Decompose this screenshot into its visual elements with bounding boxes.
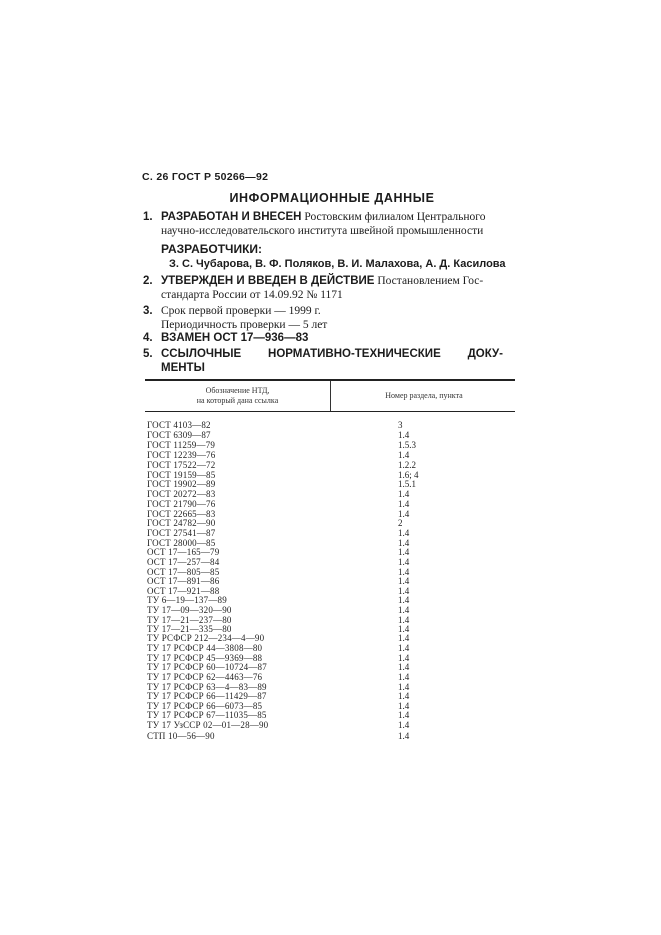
table-cell-section: 1.4 — [398, 538, 410, 548]
table-cell-section: 1.4 — [398, 682, 410, 692]
table-cell-section: 1.4 — [398, 557, 410, 567]
item-line-2: стандарта России от 14.09.92 № 1171 — [161, 289, 343, 301]
table-cell-section: 1.4 — [398, 528, 410, 538]
developers-list: З. С. Чубарова, В. Ф. Поляков, В. И. Малахова, А. Д. Касилова — [169, 258, 506, 270]
table-cell-designation: ГОСТ 19159—85 — [147, 470, 216, 480]
table-header-col2: Номер раздела, пункта — [385, 391, 463, 400]
table-cell-section: 1.4 — [398, 450, 410, 460]
table-header-col1 — [150, 386, 325, 406]
table-cell-section: 1.4 — [398, 605, 410, 615]
item-number: 2. — [143, 275, 153, 287]
table-cell-designation: ТУ 17 РСФСР 45—9369—88 — [147, 653, 263, 663]
table-cell-section: 1.4 — [398, 710, 410, 720]
table-cell-section: 1.4 — [398, 499, 410, 509]
table-cell-section: 1.6; 4 — [398, 470, 419, 480]
table-cell-section: 3 — [398, 420, 403, 430]
table-cell-section: 1.4 — [398, 643, 410, 653]
item-number: 3. — [143, 305, 153, 317]
table-cell-designation: ГОСТ 27541—87 — [147, 528, 216, 538]
item-line-2: МЕНТЫ — [161, 362, 205, 374]
table-cell-section: 1.5.1 — [398, 479, 416, 489]
table-cell-section: 1.4 — [398, 633, 410, 643]
table-cell-designation: ТУ 17 РСФСР 67—11035—85 — [147, 710, 267, 720]
table-cell-designation: ТУ 17 РСФСР 44—3808—80 — [147, 643, 263, 653]
table-cell-section: 1.4 — [398, 567, 410, 577]
table-cell-designation: ОСТ 17—805—85 — [147, 567, 220, 577]
heading-word: НОРМАТИВНО-ТЕХНИЧЕСКИЕ — [268, 348, 441, 360]
table-cell-designation: ГОСТ 19902—89 — [147, 479, 216, 489]
item-number: 4. — [143, 332, 153, 344]
heading-word: ССЫЛОЧНЫЕ — [161, 348, 242, 360]
table-cell-section: 1.4 — [398, 509, 410, 519]
table-cell-designation: ТУ 17 РСФСР 66—6073—85 — [147, 701, 263, 711]
table-cell-designation: ТУ 17—21—335—80 — [147, 624, 232, 634]
item-line — [161, 274, 483, 289]
table-header-rule — [145, 411, 515, 412]
table-cell-section: 2 — [398, 518, 403, 528]
item-heading: РАЗРАБОТАН И ВНЕСЕН — [161, 211, 302, 223]
table-cell-designation: ГОСТ 11259—79 — [147, 440, 216, 450]
table-cell-designation: ГОСТ 22665—83 — [147, 509, 216, 519]
item-heading — [161, 347, 503, 362]
table-cell-designation: ТУ 17 РСФСР 63—4—83—89 — [147, 682, 267, 692]
item-number: 1. — [143, 211, 153, 223]
table-cell-designation: ГОСТ 17522—72 — [147, 460, 216, 470]
item-line: Срок первой проверки — 1999 г. — [161, 305, 321, 317]
table-cell-designation: ТУ 6—19—137—89 — [147, 595, 227, 605]
section-title: ИНФОРМАЦИОННЫЕ ДАННЫЕ — [229, 191, 435, 205]
table-cell-designation: ОСТ 17—257—84 — [147, 557, 220, 567]
table-cell-designation: ОСТ 17—165—79 — [147, 547, 220, 557]
table-cell-section: 1.4 — [398, 489, 410, 499]
header-line: Обозначение НТД, — [205, 386, 270, 395]
item-line — [161, 210, 485, 225]
item-heading: УТВЕРЖДЕН И ВВЕДЕН В ДЕЙСТВИЕ — [161, 275, 375, 287]
table-cell-section: 1.2.2 — [398, 460, 416, 470]
table-cell-designation: ОСТ 17—921—88 — [147, 586, 220, 596]
table-cell-section: 1.5.3 — [398, 440, 416, 450]
table-cell-section: 1.4 — [398, 615, 410, 625]
table-cell-designation: ГОСТ 20272—83 — [147, 489, 216, 499]
table-cell-section: 1.4 — [398, 662, 410, 672]
header-line: на который дана ссылка — [196, 396, 279, 405]
table-cell-designation: ОСТ 17—891—86 — [147, 576, 220, 586]
heading-word: ДОКУ- — [467, 348, 503, 360]
item-line-2: Периодичность проверки — 5 лет — [161, 319, 328, 331]
table-cell-section: 1.4 — [398, 595, 410, 605]
table-cell-designation: ГОСТ 24782—90 — [147, 518, 216, 528]
table-cell-designation: ГОСТ 28000—85 — [147, 538, 216, 548]
table-cell-designation: ГОСТ 4103—82 — [147, 420, 211, 430]
table-cell-section: 1.4 — [398, 731, 410, 741]
item-heading: ВЗАМЕН ОСТ 17—936—83 — [161, 332, 309, 344]
item-3 — [143, 304, 523, 334]
table-cell-section: 1.4 — [398, 653, 410, 663]
page-header: С. 26 ГОСТ Р 50266—92 — [142, 171, 269, 183]
table-cell-designation: ГОСТ 12239—76 — [147, 450, 216, 460]
item-5 — [143, 347, 523, 377]
table-cell-designation: СТП 10—56—90 — [147, 731, 215, 741]
table-cell-section: 1.4 — [398, 701, 410, 711]
table-cell-section: 1.4 — [398, 586, 410, 596]
table-cell-designation: ТУ 17 УзССР 02—01—28—90 — [147, 720, 269, 730]
table-cell-designation: ТУ 17 РСФСР 60—10724—87 — [147, 662, 267, 672]
table-cell-section: 1.4 — [398, 624, 410, 634]
table-cell-designation: ТУ 17 РСФСР 66—11429—87 — [147, 691, 267, 701]
item-text: Ростовским филиалом Центрального — [301, 211, 486, 223]
table-cell-section: 1.4 — [398, 691, 410, 701]
table-cell-designation: ГОСТ 21790—76 — [147, 499, 216, 509]
table-cell-designation: ТУ 17 РСФСР 62—4463—76 — [147, 672, 263, 682]
table-cell-designation: ТУ 17—21—237—80 — [147, 615, 232, 625]
table-cell-designation: ГОСТ 6309—87 — [147, 430, 211, 440]
table-cell-designation: ТУ 17—09—320—90 — [147, 605, 232, 615]
item-2 — [143, 274, 523, 304]
table-cell-section: 1.4 — [398, 576, 410, 586]
item-number: 5. — [143, 348, 153, 360]
table-cell-section: 1.4 — [398, 720, 410, 730]
table-cell-section: 1.4 — [398, 672, 410, 682]
developers-label: РАЗРАБОТЧИКИ: — [161, 242, 263, 256]
item-4 — [143, 331, 523, 347]
table-cell-section: 1.4 — [398, 547, 410, 557]
table-cell-section: 1.4 — [398, 430, 410, 440]
item-line-2: научно-исследовательского института швейной промышленности — [161, 225, 484, 237]
table-column-divider — [330, 381, 331, 411]
table-cell-designation: ТУ РСФСР 212—234—4—90 — [147, 633, 265, 643]
item-1 — [143, 210, 523, 240]
item-text: Постановлением Гос- — [374, 275, 484, 287]
